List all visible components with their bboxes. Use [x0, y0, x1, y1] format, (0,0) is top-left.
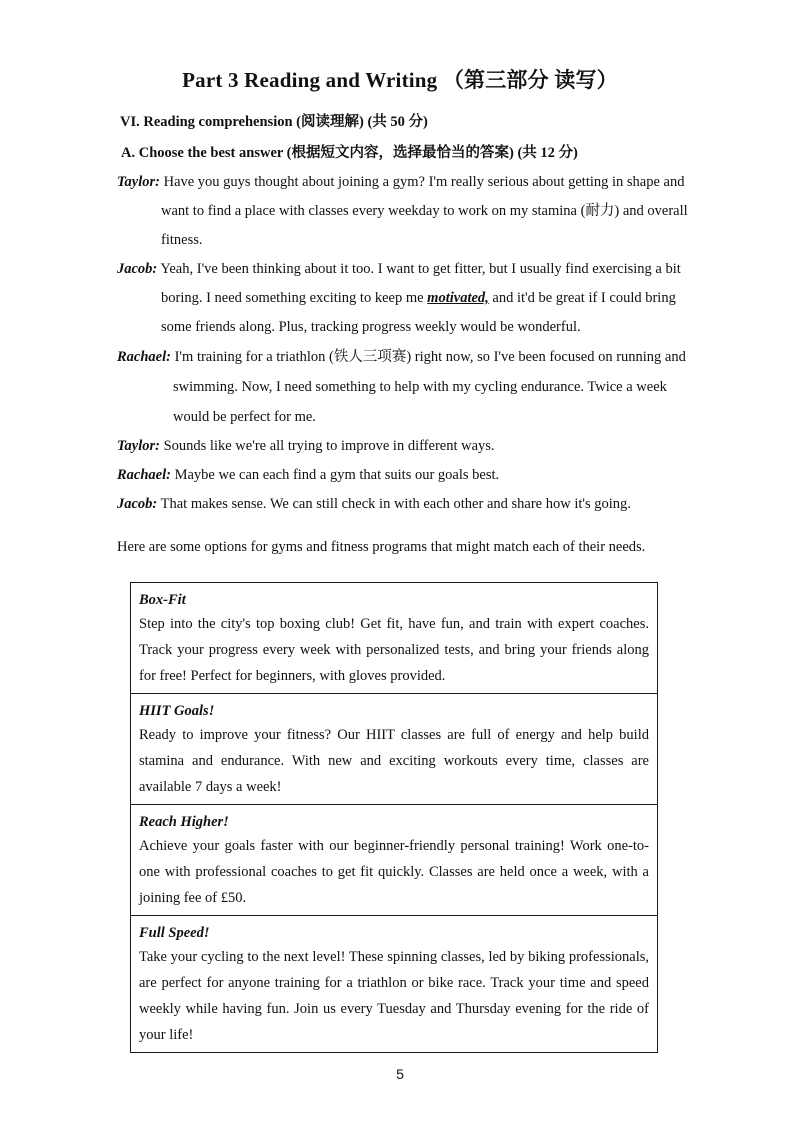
gym-option-description: Step into the city's top boxing club! Get fit, have fun, and train with expert coaches. Track your progress every week with personalized tests, and bring your friends along for free! Perfect for beginners, with gloves provided. [139, 616, 649, 684]
page-title: Part 3 Reading and Writing （第三部分 读写） [182, 68, 618, 92]
section-heading-vi: VI. Reading comprehension (阅读理解) (共 50 分) [120, 114, 428, 130]
dialogue-turn [117, 490, 697, 519]
gym-option-name: Full Speed! [139, 925, 210, 941]
speaker-name: Taylor: [117, 174, 160, 190]
speaker-name: Taylor: [117, 438, 160, 454]
gym-option-description: Take your cycling to the next level! These spinning classes, led by biking professionals, are perfect for anyone training for a triathlon or bike race. Track your time and speed weekly while having fun. Join us every Tuesday and Thursday evening for the ride of your life! [139, 949, 649, 1043]
gym-option-description: Achieve your goals faster with our beginner-friendly personal training! Work one-to-one with professional coaches to get fit quickly. Classes are held once a week, with a joining fee of £50. [139, 838, 649, 906]
dialogue-turn [117, 255, 697, 342]
dialogue-text: Sounds like we're all trying to improve in different ways. [159, 438, 495, 454]
gym-option-description: Ready to improve your fitness? Our HIIT classes are full of energy and help build stamina and endurance. With new and exciting workouts every time, classes are available 7 days a week! [139, 727, 649, 795]
underlined-word: motivated, [427, 290, 489, 306]
dialogue-text: I'm training for a triathlon (铁人三项赛) right now, so I've been focused on running and swimming. Now, I need something to help with my cycling endurance. Twice a week would be perfect for me. [170, 349, 686, 425]
gym-option [131, 916, 657, 1052]
gym-options-table [130, 582, 658, 1053]
gym-option-name: Reach Higher! [139, 814, 229, 830]
section-heading-a: A. Choose the best answer (根据短文内容，选择最恰当的答案) (共 12 分) [121, 145, 578, 161]
dialogue-text: Yeah, I've been thinking about it too. I want to get fitter, but I usually find exercising a bit boring. I need something exciting to keep me [157, 261, 681, 306]
speaker-name: Jacob: [117, 261, 158, 277]
speaker-name: Rachael: [117, 349, 171, 365]
speaker-name: Rachael: [117, 467, 171, 483]
dialogue-text: Have you guys thought about joining a gym? I'm really serious about getting in shape and want to find a place with classes every weekday to work on my stamina (耐力) and overall fitness. [159, 174, 688, 248]
page-number: 5 [396, 1066, 404, 1082]
dialogue-turn [117, 342, 697, 432]
gym-option-name: HIIT Goals! [139, 703, 215, 719]
dialogue-text: Maybe we can each find a gym that suits our goals best. [170, 467, 500, 483]
speaker-name: Jacob: [117, 496, 158, 512]
gym-option [131, 583, 657, 694]
gym-option-name: Box-Fit [139, 592, 186, 608]
dialogue-turn [117, 432, 697, 461]
dialogue [117, 168, 697, 519]
dialogue-text: That makes sense. We can still check in with each other and share how it's going. [157, 496, 631, 512]
dialogue-text: and it'd be great if I could bring some friends along. Plus, tracking progress weekly would be wonderful. [161, 290, 676, 335]
dialogue-turn [117, 461, 697, 490]
gym-option [131, 694, 657, 805]
gym-option [131, 805, 657, 916]
options-intro: Here are some options for gyms and fitness programs that might match each of their needs. [117, 539, 646, 555]
dialogue-turn [117, 168, 697, 255]
